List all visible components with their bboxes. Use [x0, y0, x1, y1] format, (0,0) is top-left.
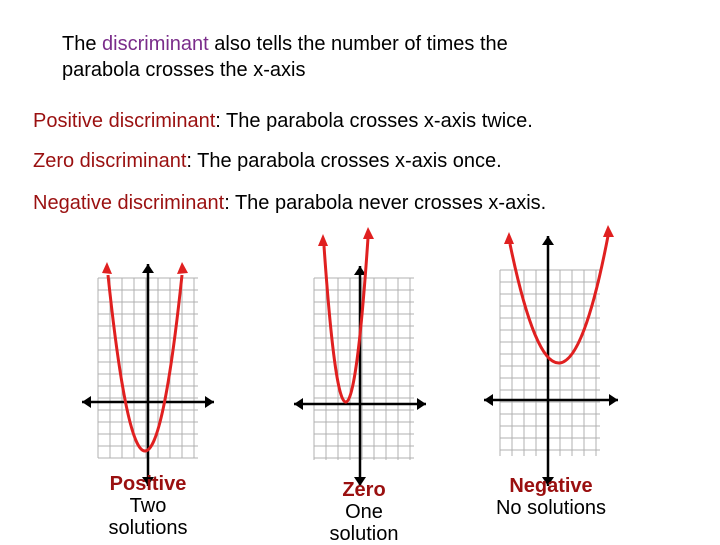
caption-positive-label: Positive: [109, 473, 187, 495]
caption-positive: [88, 473, 208, 539]
rule-zero-term: Zero discriminant: [33, 150, 187, 172]
intro-text: [62, 31, 508, 83]
rule-positive: [33, 108, 533, 134]
caption-zero-label: Zero: [342, 479, 386, 501]
caption-zero: [304, 479, 424, 545]
graph-negative: [478, 228, 618, 490]
caption-zero-desc: One solution: [329, 501, 399, 545]
rule-zero-text: : The parabola crosses x-axis once.: [186, 150, 502, 172]
graph-positive-parabola: [108, 275, 182, 451]
graph-negative-parabola: [510, 236, 608, 363]
rule-zero: [33, 148, 502, 174]
rule-negative-text: : The parabola never crosses x-axis.: [224, 192, 547, 214]
rule-negative: [33, 190, 546, 216]
graph-negative-grid: [500, 270, 600, 456]
intro-line1-suffix: also tells the number of times the: [208, 33, 508, 55]
rule-positive-term: Positive discriminant: [33, 110, 216, 132]
intro-line2: parabola crosses the x-axis: [62, 59, 306, 81]
graph-negative-curve-arrows: [504, 225, 614, 244]
caption-negative-desc: No solutions: [495, 497, 607, 519]
caption-negative: [476, 475, 626, 519]
intro-prefix: The: [62, 33, 103, 55]
graph-zero: [290, 228, 430, 490]
caption-negative-label: Negative: [509, 475, 593, 497]
graph-positive: [78, 228, 218, 490]
rule-negative-term: Negative discriminant: [33, 192, 225, 214]
caption-positive-desc: Two solutions: [108, 495, 188, 539]
rule-positive-text: : The parabola crosses x-axis twice.: [215, 110, 533, 132]
intro-discriminant-word: discriminant: [102, 33, 209, 55]
graph-zero-curve-arrows: [318, 227, 374, 246]
graph-zero-parabola: [324, 238, 368, 402]
